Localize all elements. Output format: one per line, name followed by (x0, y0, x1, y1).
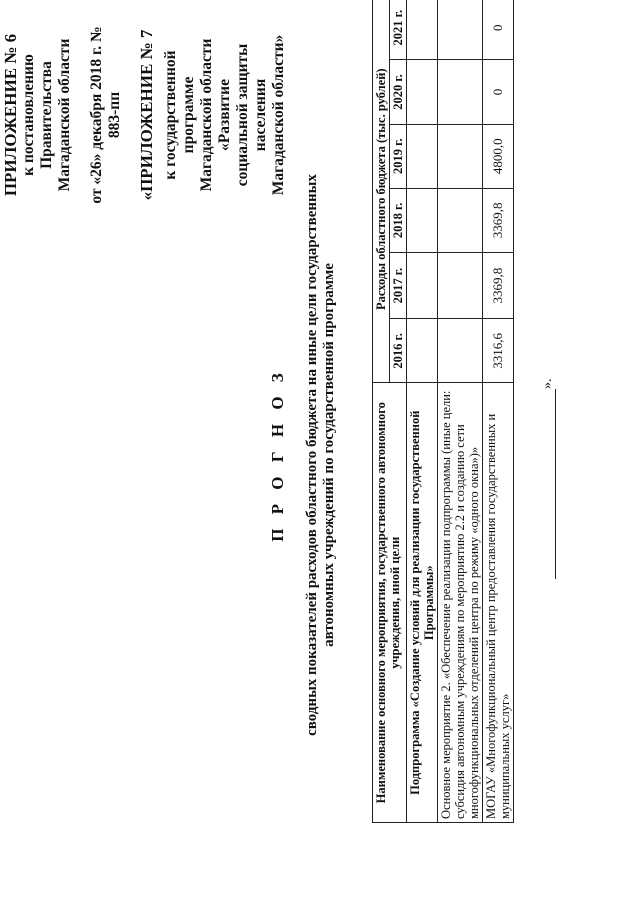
expenses-table (372, 0, 514, 823)
appendix-7-line-2: Магаданской области «Развитие (198, 38, 233, 192)
row-value: 3369,8 (483, 188, 514, 252)
row-value: 4800,0 (483, 124, 514, 188)
row-value: 3369,8 (483, 253, 514, 319)
appendix-7-line-3: социальной защиты населения (234, 43, 269, 187)
row-value (438, 253, 483, 319)
appendix-6-title: ПРИЛОЖЕНИЕ № 6 (1, 33, 20, 197)
closing-mark: ». (540, 378, 555, 389)
table-row (438, 0, 483, 823)
row-value (407, 124, 438, 188)
expenses-column-header: Расходы областного бюджета (тыс. рублей) (373, 0, 390, 383)
table-row (407, 0, 438, 823)
row-value: 3316,6 (483, 319, 514, 383)
year-header: 2016 г. (390, 319, 407, 383)
row-name: Основное мероприятие 2. «Обеспечение реализации подпрограммы (иные цели: субсидия автономным учреждениям по мероприятию 2.2 и созданию сети многофункциональных отделений центра по режиму «одного окна»)» (438, 383, 483, 823)
appendix-6-line-1: к постановлению Правительства (20, 54, 55, 176)
signature-line (555, 389, 556, 579)
year-header: 2020 г. (390, 60, 407, 124)
appendix-block (2, 15, 288, 215)
document-heading (268, 155, 338, 755)
row-value (407, 319, 438, 383)
row-value (438, 0, 483, 60)
appendix-6-line-3: от «26» декабря 2018 г. № 883-пп (88, 26, 123, 204)
closing-line (540, 369, 556, 579)
row-value (407, 253, 438, 319)
row-value (407, 60, 438, 124)
year-header: 2021 г. (390, 0, 407, 60)
row-name: МОГАУ «Многофункциональный центр предоставления государственных и муниципальных услуг» (483, 383, 514, 823)
row-value (407, 0, 438, 60)
document-subtitle-2: автономных учреждений по государственной программе (321, 263, 337, 647)
table-header-row (373, 0, 390, 823)
row-value (438, 124, 483, 188)
table-row (483, 0, 514, 823)
appendix-7-title: «ПРИЛОЖЕНИЕ № 7 (137, 29, 156, 201)
name-column-header: Наименование основного мероприятия, государственного автономного учреждения, иной цели (373, 383, 407, 823)
row-value (407, 188, 438, 252)
year-header: 2019 г. (390, 124, 407, 188)
row-value (438, 319, 483, 383)
year-header: 2018 г. (390, 188, 407, 252)
document-subtitle-1: сводных показателей расходов областного бюджета на иные цели государственных (304, 174, 320, 736)
year-header: 2017 г. (390, 253, 407, 319)
appendix-7-line-1: к государственной программе (162, 50, 197, 180)
document-title: П Р О Г Н О З (268, 368, 287, 542)
row-value (438, 60, 483, 124)
row-value (438, 188, 483, 252)
appendix-7-line-4: Магаданской области» (270, 34, 287, 196)
row-value: 0 (483, 0, 514, 60)
row-name: Подпрограмма «Создание условий для реализации государственной Программы» (407, 383, 438, 823)
appendix-6-line-2: Магаданской области (56, 38, 73, 192)
row-value: 0 (483, 60, 514, 124)
